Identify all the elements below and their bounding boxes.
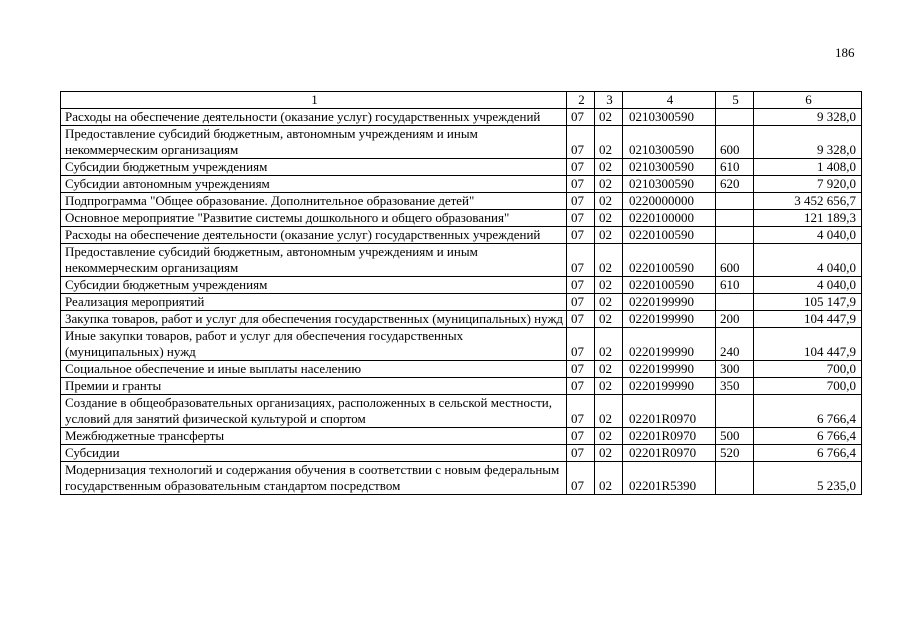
target-article-cell: 0220100590 [623,244,716,277]
expense-type-cell [716,395,754,428]
expense-type-cell: 600 [716,126,754,159]
subsection-code-cell: 02 [595,328,623,361]
table-row [61,378,862,395]
subsection-code-cell: 02 [595,294,623,311]
table-row [61,361,862,378]
item-name-cell: Подпрограмма "Общее образование. Дополнительное образование детей" [61,193,567,210]
section-code-cell: 07 [567,277,595,294]
expense-type-cell: 300 [716,361,754,378]
table-row [61,277,862,294]
amount-cell: 4 040,0 [754,227,862,244]
item-name-cell: Субсидии бюджетным учреждениям [61,277,567,294]
target-article-cell: 0210300590 [623,126,716,159]
table-row [61,244,862,277]
expense-type-cell: 610 [716,159,754,176]
expense-type-cell [716,294,754,311]
table-row [61,428,862,445]
amount-cell: 700,0 [754,378,862,395]
column-header-3: 3 [595,92,623,109]
expense-type-cell: 620 [716,176,754,193]
section-code-cell: 07 [567,126,595,159]
expense-type-cell [716,462,754,495]
subsection-code-cell: 02 [595,361,623,378]
subsection-code-cell: 02 [595,126,623,159]
table-row [61,109,862,126]
target-article-cell: 0210300590 [623,176,716,193]
target-article-cell: 0220199990 [623,378,716,395]
expense-type-cell: 350 [716,378,754,395]
table-body [61,109,862,495]
target-article-cell: 02201R0970 [623,428,716,445]
item-name-cell: Субсидии автономным учреждениям [61,176,567,193]
section-code-cell: 07 [567,378,595,395]
amount-cell: 700,0 [754,361,862,378]
item-name-cell: Межбюджетные трансферты [61,428,567,445]
section-code-cell: 07 [567,193,595,210]
section-code-cell: 07 [567,294,595,311]
target-article-cell: 0220199990 [623,328,716,361]
table-row [61,193,862,210]
table-row [61,328,862,361]
target-article-cell: 0220199990 [623,311,716,328]
section-code-cell: 07 [567,176,595,193]
item-name-cell: Иные закупки товаров, работ и услуг для обеспечения государственных (муниципальных) нужд [61,328,567,361]
target-article-cell: 0220199990 [623,294,716,311]
item-name-cell: Субсидии [61,445,567,462]
amount-cell: 9 328,0 [754,109,862,126]
section-code-cell: 07 [567,244,595,277]
section-code-cell: 07 [567,328,595,361]
item-name-cell: Субсидии бюджетным учреждениям [61,159,567,176]
column-header-6: 6 [754,92,862,109]
target-article-cell: 0220100590 [623,277,716,294]
subsection-code-cell: 02 [595,445,623,462]
subsection-code-cell: 02 [595,227,623,244]
section-code-cell: 07 [567,311,595,328]
amount-cell: 7 920,0 [754,176,862,193]
target-article-cell: 0210300590 [623,159,716,176]
subsection-code-cell: 02 [595,311,623,328]
table-row [61,445,862,462]
subsection-code-cell: 02 [595,159,623,176]
amount-cell: 9 328,0 [754,126,862,159]
amount-cell: 6 766,4 [754,445,862,462]
subsection-code-cell: 02 [595,210,623,227]
column-header-4: 4 [623,92,716,109]
page-number: 186 [835,45,855,60]
target-article-cell: 02201R5390 [623,462,716,495]
target-article-cell: 02201R0970 [623,395,716,428]
section-code-cell: 07 [567,462,595,495]
amount-cell: 104 447,9 [754,328,862,361]
target-article-cell: 0220000000 [623,193,716,210]
expense-type-cell: 610 [716,277,754,294]
table-row [61,126,862,159]
amount-cell: 104 447,9 [754,311,862,328]
amount-cell: 6 766,4 [754,395,862,428]
item-name-cell: Реализация мероприятий [61,294,567,311]
target-article-cell: 0220199990 [623,361,716,378]
table-row [61,395,862,428]
section-code-cell: 07 [567,227,595,244]
item-name-cell: Предоставление субсидий бюджетным, автономным учреждениям и иным некоммерческим организациям [61,244,567,277]
subsection-code-cell: 02 [595,109,623,126]
target-article-cell: 02201R0970 [623,445,716,462]
section-code-cell: 07 [567,109,595,126]
item-name-cell: Закупка товаров, работ и услуг для обеспечения государственных (муниципальных) нужд [61,311,567,328]
item-name-cell: Основное мероприятие "Развитие системы дошкольного и общего образования" [61,210,567,227]
table-row [61,294,862,311]
item-name-cell: Предоставление субсидий бюджетным, автономным учреждениям и иным некоммерческим организациям [61,126,567,159]
expense-type-cell: 240 [716,328,754,361]
target-article-cell: 0210300590 [623,109,716,126]
amount-cell: 121 189,3 [754,210,862,227]
table-row [61,159,862,176]
column-header-1: 1 [61,92,567,109]
section-code-cell: 07 [567,159,595,176]
expense-type-cell: 200 [716,311,754,328]
table-row [61,311,862,328]
table-row [61,210,862,227]
amount-cell: 4 040,0 [754,244,862,277]
amount-cell: 4 040,0 [754,277,862,294]
subsection-code-cell: 02 [595,277,623,294]
item-name-cell: Расходы на обеспечение деятельности (оказание услуг) государственных учреждений [61,227,567,244]
subsection-code-cell: 02 [595,244,623,277]
amount-cell: 1 408,0 [754,159,862,176]
expense-type-cell: 520 [716,445,754,462]
table-header-row [61,92,862,109]
item-name-cell: Создание в общеобразовательных организациях, расположенных в сельской местности, условий для занятий физической культурой и спортом [61,395,567,428]
subsection-code-cell: 02 [595,462,623,495]
item-name-cell: Расходы на обеспечение деятельности (оказание услуг) государственных учреждений [61,109,567,126]
subsection-code-cell: 02 [595,378,623,395]
subsection-code-cell: 02 [595,176,623,193]
amount-cell: 105 147,9 [754,294,862,311]
subsection-code-cell: 02 [595,395,623,428]
target-article-cell: 0220100590 [623,227,716,244]
section-code-cell: 07 [567,445,595,462]
item-name-cell: Премии и гранты [61,378,567,395]
section-code-cell: 07 [567,210,595,227]
subsection-code-cell: 02 [595,428,623,445]
item-name-cell: Социальное обеспечение и иные выплаты населению [61,361,567,378]
section-code-cell: 07 [567,428,595,445]
budget-table [60,91,862,495]
expense-type-cell [716,227,754,244]
amount-cell: 6 766,4 [754,428,862,445]
section-code-cell: 07 [567,395,595,428]
expense-type-cell [716,193,754,210]
item-name-cell: Модернизация технологий и содержания обучения в соответствии с новым федеральным государственным образовательным стандартом посредством [61,462,567,495]
expense-type-cell: 600 [716,244,754,277]
section-code-cell: 07 [567,361,595,378]
column-header-5: 5 [716,92,754,109]
amount-cell: 5 235,0 [754,462,862,495]
expense-type-cell [716,210,754,227]
table-row [61,176,862,193]
target-article-cell: 0220100000 [623,210,716,227]
amount-cell: 3 452 656,7 [754,193,862,210]
expense-type-cell [716,109,754,126]
table-row [61,462,862,495]
expense-type-cell: 500 [716,428,754,445]
table-row [61,227,862,244]
subsection-code-cell: 02 [595,193,623,210]
column-header-2: 2 [567,92,595,109]
